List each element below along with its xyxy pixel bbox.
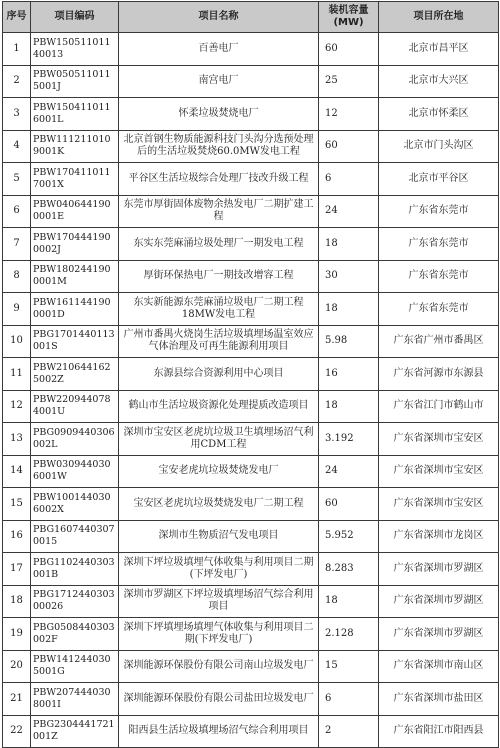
- cell-seq: 5: [3, 163, 31, 196]
- table-header-row: [3, 2, 499, 33]
- table-row: [3, 455, 499, 488]
- cell-location: 广东省东莞市: [379, 228, 499, 261]
- cell-capacity: 2: [319, 715, 379, 748]
- table-row: [3, 585, 499, 618]
- cell-capacity: 24: [319, 195, 379, 228]
- cell-capacity: 2.128: [319, 618, 379, 651]
- cell-capacity: 18: [319, 585, 379, 618]
- cell-location: 广东省深圳市盐田区: [379, 683, 499, 716]
- cell-seq: 22: [3, 715, 31, 748]
- cell-location: 广东省深圳市宝安区: [379, 488, 499, 521]
- table-row: [3, 423, 499, 456]
- cell-project-name: 阳西县生活垃圾填埋场沼气综合利用项目: [119, 715, 319, 748]
- cell-location: 广东省深圳市南山区: [379, 650, 499, 683]
- cell-location: 广东省江门市鹤山市: [379, 390, 499, 423]
- cell-location: 广东省东莞市: [379, 195, 499, 228]
- cell-seq: 18: [3, 585, 31, 618]
- cell-project-code: PBW2106441625002Z: [31, 358, 119, 391]
- cell-project-name: 深圳下坪填埋场填埋气体收集与利用项目二期(下坪发电厂): [119, 618, 319, 651]
- cell-seq: 12: [3, 390, 31, 423]
- cell-project-name: 宝安区老虎坑垃圾焚烧发电厂二期工程: [119, 488, 319, 521]
- table-row: [3, 163, 499, 196]
- cell-project-name: 平谷区生活垃圾综合处理厂技改升级工程: [119, 163, 319, 196]
- cell-seq: 20: [3, 650, 31, 683]
- table-row: [3, 488, 499, 521]
- cell-location: 广东省深圳市龙岗区: [379, 520, 499, 553]
- cell-capacity: 60: [319, 130, 379, 163]
- cell-project-name: 鹤山市生活垃圾资源化处理提质改造项目: [119, 390, 319, 423]
- cell-project-name: 东实新能源东莞麻涌垃圾电厂二期工程18MW发电工程: [119, 293, 319, 326]
- cell-project-name: 东实东莞麻涌垃圾处理厂一期发电工程: [119, 228, 319, 261]
- cell-capacity: 16: [319, 358, 379, 391]
- cell-seq: 16: [3, 520, 31, 553]
- cell-seq: 6: [3, 195, 31, 228]
- cell-project-name: 宝安老虎坑垃圾焚烧发电厂: [119, 455, 319, 488]
- cell-location: 广东省深圳市罗湖区: [379, 553, 499, 586]
- table-row: [3, 650, 499, 683]
- cell-capacity: 60: [319, 33, 379, 66]
- cell-project-code: PBW0406441900001E: [31, 195, 119, 228]
- cell-seq: 21: [3, 683, 31, 716]
- cell-project-code: PBG171244030300026: [31, 585, 119, 618]
- cell-location: 广东省深圳市罗湖区: [379, 585, 499, 618]
- cell-seq: 1: [3, 33, 31, 66]
- cell-seq: 3: [3, 98, 31, 131]
- cell-project-code: PBW15051101140013: [31, 33, 119, 66]
- cell-seq: 13: [3, 423, 31, 456]
- cell-capacity: 5.98: [319, 325, 379, 358]
- table-row: [3, 98, 499, 131]
- cell-project-name: 东源县综合资源利用中心项目: [119, 358, 319, 391]
- cell-project-name: 深圳能源环保股份有限公司盐田垃圾发电厂: [119, 683, 319, 716]
- cell-seq: 4: [3, 130, 31, 163]
- cell-capacity: 18: [319, 228, 379, 261]
- cell-location: 广东省广州市番禺区: [379, 325, 499, 358]
- cell-location: 广东省东莞市: [379, 293, 499, 326]
- cell-project-code: PBG2304441721001Z: [31, 715, 119, 748]
- table-row: [3, 390, 499, 423]
- cell-project-name: 东莞市厚街固体废物余热发电厂二期扩建工程: [119, 195, 319, 228]
- cell-capacity: 18: [319, 293, 379, 326]
- cell-project-name: 深圳市宝安区老虎坑垃圾卫生填埋场沼气利用CDM工程: [119, 423, 319, 456]
- table-row: [3, 520, 499, 553]
- cell-location: 北京市怀柔区: [379, 98, 499, 131]
- table-row: [3, 618, 499, 651]
- cell-seq: 9: [3, 293, 31, 326]
- table-row: [3, 358, 499, 391]
- table-row: [3, 33, 499, 66]
- cell-project-name: 深圳能源环保股份有限公司南山垃圾发电厂: [119, 650, 319, 683]
- cell-seq: 2: [3, 65, 31, 98]
- cell-project-name: 厚街环保热电厂一期技改增容工程: [119, 260, 319, 293]
- cell-location: 北京市门头沟区: [379, 130, 499, 163]
- cell-project-code: PBW2074440308001I: [31, 683, 119, 716]
- cell-project-name: 北京首钢生物质能源科技门头沟分选预处理后的生活垃圾焚烧60.0MW发电工程: [119, 130, 319, 163]
- cell-project-code: PBW1112110109001K: [31, 130, 119, 163]
- cell-project-code: PBW1704441900002J: [31, 228, 119, 261]
- cell-project-name: 深圳市罗湖区下坪垃圾填埋场沼气综合利用项目: [119, 585, 319, 618]
- table-row: [3, 130, 499, 163]
- cell-location: 广东省深圳市宝安区: [379, 455, 499, 488]
- cell-project-code: PBW1412440305001G: [31, 650, 119, 683]
- table-row: [3, 228, 499, 261]
- cell-seq: 7: [3, 228, 31, 261]
- cell-seq: 19: [3, 618, 31, 651]
- cell-seq: 10: [3, 325, 31, 358]
- table-row: [3, 195, 499, 228]
- cell-project-name: 百善电厂: [119, 33, 319, 66]
- project-list-document: [2, 1, 498, 743]
- cell-project-code: PBW2209440784001U: [31, 390, 119, 423]
- cell-capacity: 6: [319, 163, 379, 196]
- table-row: [3, 260, 499, 293]
- header-seq: 序号: [3, 2, 31, 33]
- table-row: [3, 553, 499, 586]
- cell-seq: 17: [3, 553, 31, 586]
- cell-location: 广东省深圳市宝安区: [379, 423, 499, 456]
- table-row: [3, 683, 499, 716]
- cell-seq: 11: [3, 358, 31, 391]
- cell-location: 广东省深圳市罗湖区: [379, 618, 499, 651]
- cell-capacity: 25: [319, 65, 379, 98]
- power-project-table: [2, 1, 499, 748]
- cell-project-code: PBG0909440306002L: [31, 423, 119, 456]
- cell-capacity: 30: [319, 260, 379, 293]
- cell-capacity: 15: [319, 650, 379, 683]
- cell-seq: 14: [3, 455, 31, 488]
- cell-project-code: PBW0505110115001J: [31, 65, 119, 98]
- header-code: 项目编码: [31, 2, 119, 33]
- cell-seq: 15: [3, 488, 31, 521]
- cell-capacity: 60: [319, 488, 379, 521]
- cell-location: 北京市大兴区: [379, 65, 499, 98]
- cell-capacity: 6: [319, 683, 379, 716]
- cell-project-code: PBW1611441900001D: [31, 293, 119, 326]
- cell-location: 北京市平谷区: [379, 163, 499, 196]
- cell-project-name: 广州市番禺火烧岗生活垃圾填埋场温室效应气体治理及可再生能源利用项目: [119, 325, 319, 358]
- header-location: 项目所在地: [379, 2, 499, 33]
- header-name: 项目名称: [119, 2, 319, 33]
- cell-location: 北京市昌平区: [379, 33, 499, 66]
- table-row: [3, 293, 499, 326]
- cell-project-code: PBW1504110116001L: [31, 98, 119, 131]
- cell-project-name: 怀柔垃圾焚烧电厂: [119, 98, 319, 131]
- cell-project-code: PBG1102440303001B: [31, 553, 119, 586]
- cell-project-name: 深圳市生物质沼气发电项目: [119, 520, 319, 553]
- cell-project-code: PBW0309440306001W: [31, 455, 119, 488]
- table-row: [3, 325, 499, 358]
- cell-project-name: 南宫电厂: [119, 65, 319, 98]
- header-capacity: 装机容量(MW): [319, 2, 379, 33]
- cell-project-name: 深圳下坪垃圾填埋气体收集与利用项目二期(下坪发电厂): [119, 553, 319, 586]
- cell-location: 广东省河源市东源县: [379, 358, 499, 391]
- cell-project-code: PBW1704110117001X: [31, 163, 119, 196]
- cell-capacity: 3.192: [319, 423, 379, 456]
- cell-capacity: 5.952: [319, 520, 379, 553]
- cell-capacity: 12: [319, 98, 379, 131]
- cell-project-code: PBW1001440306002X: [31, 488, 119, 521]
- cell-project-code: PBW1802441900001M: [31, 260, 119, 293]
- cell-capacity: 18: [319, 390, 379, 423]
- cell-project-code: PBG0508440303002F: [31, 618, 119, 651]
- cell-project-code: PBG1701440113001S: [31, 325, 119, 358]
- cell-capacity: 24: [319, 455, 379, 488]
- cell-capacity: 8.283: [319, 553, 379, 586]
- table-row: [3, 65, 499, 98]
- cell-project-code: PBG16074403070015: [31, 520, 119, 553]
- cell-location: 广东省东莞市: [379, 260, 499, 293]
- cell-location: 广东省阳江市阳西县: [379, 715, 499, 748]
- cell-seq: 8: [3, 260, 31, 293]
- table-row: [3, 715, 499, 748]
